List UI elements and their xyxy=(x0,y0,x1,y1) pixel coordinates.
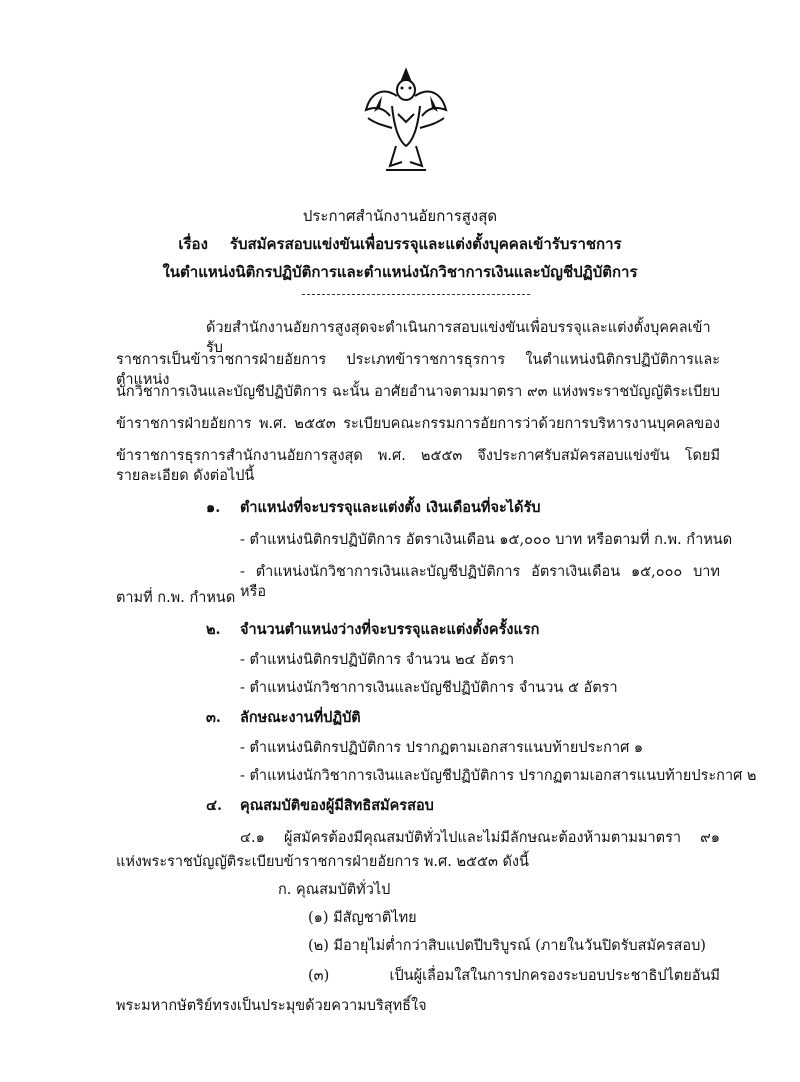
general-qualifications-heading: ก. คุณสมบัติทั่วไป xyxy=(278,882,391,898)
intro-line-3: นักวิชาการเงินและบัญชีปฏิบัติการ ฉะนั้น อาศัยอำนาจตามมาตรา ๙๓ แห่งพระราชบัญญัติระเบียบ xyxy=(116,384,720,400)
section-2-number: ๒. xyxy=(206,621,221,638)
section-2-heading xyxy=(206,620,539,640)
intro-line-6: รายละเอียด ดังต่อไปนี้ xyxy=(116,468,255,484)
section-1-number: ๑. xyxy=(206,499,221,516)
section-4-number: ๔. xyxy=(206,797,223,814)
section-4-1-paragraph: ๔.๑ ผู้สมัครต้องมีคุณสมบัติทั่วไปและไม่มีลักษณะต้องห้ามตามมาตรา ๙๑ xyxy=(240,830,720,846)
section-2-item-2: - ตำแหน่งนักวิชาการเงินและบัญชีปฏิบัติการ จำนวน ๕ อัตรา xyxy=(240,680,618,696)
intro-line-1: ด้วยสำนักงานอัยการสูงสุดจะดำเนินการสอบแข่งขันเพื่อบรรจุและแต่งตั้งบุคคลเข้ารับ xyxy=(206,320,711,356)
section-3-item-2: - ตำแหน่งนักวิชาการเงินและบัญชีปฏิบัติการ ปรากฏตามเอกสารแนบท้ายประกาศ ๒ xyxy=(240,768,757,784)
subject-label: เรื่อง xyxy=(178,235,208,253)
section-2-item-1: - ตำแหน่งนิติกรปฏิบัติการ จำนวน ๒๔ อัตรา xyxy=(240,652,515,668)
qualification-3-cont: พระมหากษัตริย์ทรงเป็นประมุขด้วยความบริสุทธิ์ใจ xyxy=(116,998,427,1014)
agency-title: ประกาศสำนักงานอัยการสูงสุด xyxy=(302,207,498,225)
section-1-item-1: - ตำแหน่งนิติกรปฏิบัติการ อัตราเงินเดือน ๑๕,๐๐๐ บาท หรือตามที่ ก.พ. กำหนด xyxy=(240,532,733,548)
section-1-heading xyxy=(206,498,540,518)
section-2-title: จำนวนตำแหน่งว่างที่จะบรรจุและแต่งตั้งครั้งแรก xyxy=(240,621,540,638)
section-3-title: ลักษณะงานที่ปฏิบัติ xyxy=(240,709,361,726)
section-4-title: คุณสมบัติของผู้มีสิทธิสมัครสอบ xyxy=(240,797,434,814)
section-1-title: ตำแหน่งที่จะบรรจุและแต่งตั้ง เงินเดือนที่จะได้รับ xyxy=(240,499,541,516)
section-3-item-1: - ตำแหน่งนิติกรปฏิบัติการ ปรากฏตามเอกสารแนบท้ายประกาศ ๑ xyxy=(240,740,644,756)
subject-text-line2: ในตำแหน่งนิติกรปฏิบัติการและตำแหน่งนักวิชาการเงินและบัญชีปฏิบัติการ xyxy=(162,263,638,281)
intro-line-2: ราชการเป็นข้าราชการฝ่ายอัยการ ประเภทข้าราชการธุรการ ในตำแหน่งนิติกรปฏิบัติการและตำแหน่ง xyxy=(116,352,720,388)
subject-text-line1: รับสมัครสอบแข่งขันเพื่อบรรจุและแต่งตั้งบุคคลเข้ารับราชการ xyxy=(229,235,622,253)
section-1-item-2: - ตำแหน่งนักวิชาการเงินและบัญชีปฏิบัติการ อัตราเงินเดือน ๑๕,๐๐๐ บาท หรือ xyxy=(240,564,720,600)
intro-line-5: ข้าราชการธุรการสำนักงานอัยการสูงสุด พ.ศ. ๒๕๕๓ จึงประกาศรับสมัครสอบแข่งขัน โดยมี xyxy=(116,448,720,464)
section-4-heading xyxy=(206,796,434,816)
section-3-number: ๓. xyxy=(206,709,221,726)
section-4-1-paragraph-cont: แห่งพระราชบัญญัติระเบียบข้าราชการฝ่ายอัยการ พ.ศ. ๒๕๕๓ ดังนี้ xyxy=(116,854,529,870)
section-1-item-2-cont: ตามที่ ก.พ. กำหนด xyxy=(116,590,236,606)
garuda-emblem-icon xyxy=(362,66,450,178)
section-3-heading xyxy=(206,708,361,728)
divider xyxy=(302,294,530,295)
subject-line xyxy=(0,232,800,256)
qualification-1: (๑) มีสัญชาติไทย xyxy=(308,910,417,926)
intro-line-4: ข้าราชการฝ่ายอัยการ พ.ศ. ๒๕๕๓ ระเบียบคณะกรรมการอัยการว่าด้วยการบริหารงานบุคคลของ xyxy=(116,416,720,432)
qualification-3: (๓) เป็นผู้เลื่อมใสในการปกครองระบอบประชาธิปไตยอันมี xyxy=(308,968,720,984)
qualification-2: (๒) มีอายุไม่ต่ำกว่าสิบแปดปีบริบูรณ์ (ภายในวันปิดรับสมัครสอบ) xyxy=(308,938,706,954)
